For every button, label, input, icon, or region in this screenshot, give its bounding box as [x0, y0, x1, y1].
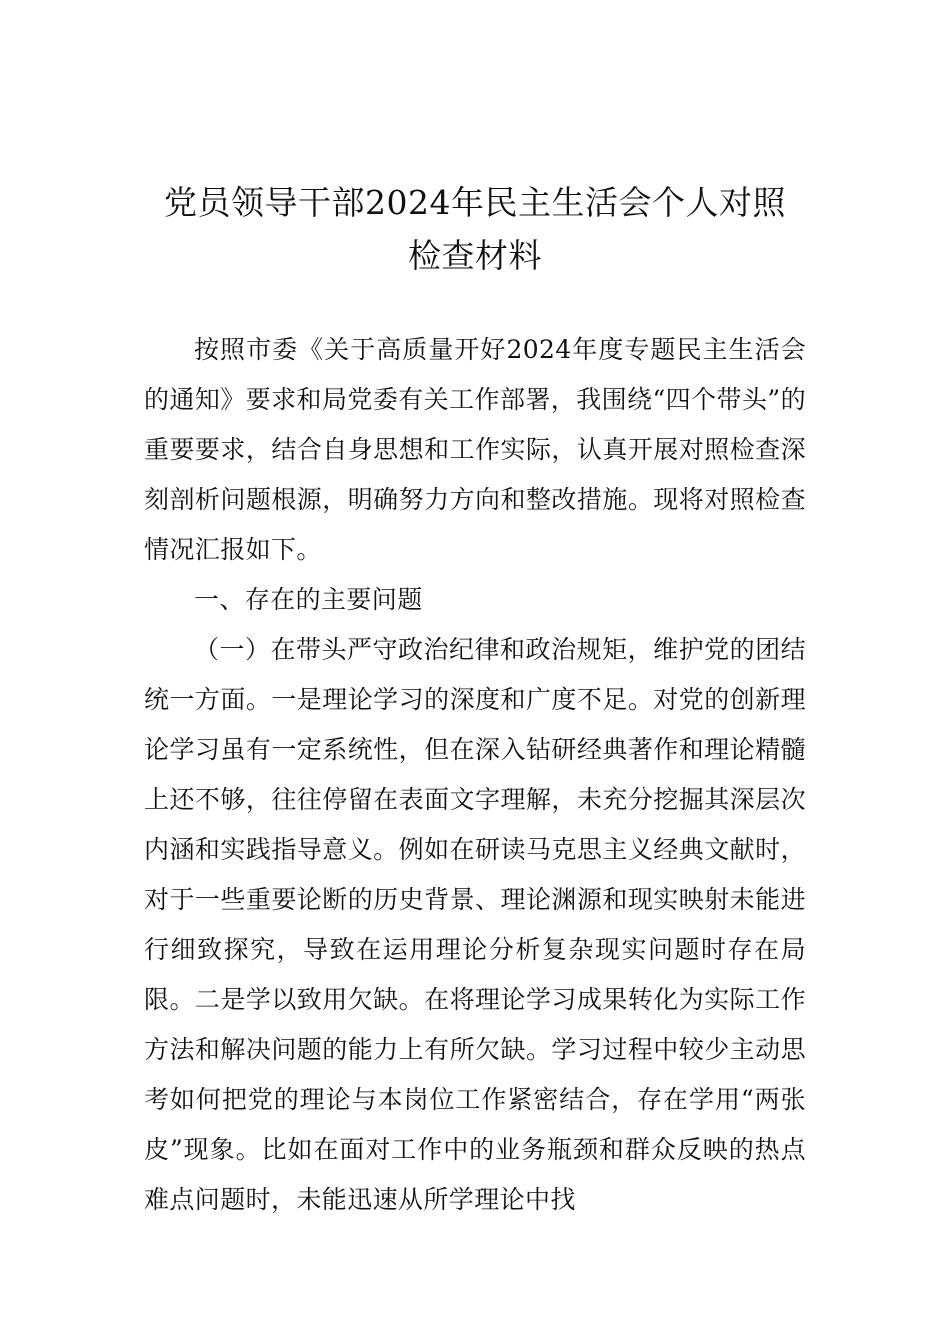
title-line-2: 检查材料	[408, 236, 542, 275]
document-title	[120, 176, 830, 282]
intro-paragraph: 按照市委《关于高质量开好2024年度专题民主生活会的通知》要求和局党委有关工作部署，我围绕“四个带头”的重要要求，结合自身思想和工作实际，认真开展对照检查深刻剖析问题根源，明确努力方向和整改措施。现将对照检查情况汇报如下。	[144, 335, 806, 564]
section-heading-problems: 一、存在的主要问题	[194, 585, 423, 614]
document-body	[144, 325, 806, 1225]
section1-paragraph-1: （一）在带头严守政治纪律和政治规矩，维护党的团结统一方面。一是理论学习的深度和广度不足。对党的创新理论学习虽有一定系统性，但在深入钻研经典著作和理论精髓上还不够，往往停留在表面文字理解，未充分挖掘其深层次内涵和实践指导意义。例如在研读马克思主义经典文献时，对于一些重要论断的历史背景、理论渊源和现实映射未能进行细致探究，导致在运用理论分析复杂现实问题时存在局限。二是学以致用欠缺。在将理论学习成果转化为实际工作方法和解决问题的能力上有所欠缺。学习过程中较少主动思考如何把党的理论与本岗位工作紧密结合，存在学用“两张皮”现象。比如在面对工作中的业务瓶颈和群众反映的热点难点问题时，未能迅速从所学理论中找	[144, 635, 806, 1214]
title-line-1: 党员领导干部2024年民主生活会个人对照	[164, 183, 786, 222]
